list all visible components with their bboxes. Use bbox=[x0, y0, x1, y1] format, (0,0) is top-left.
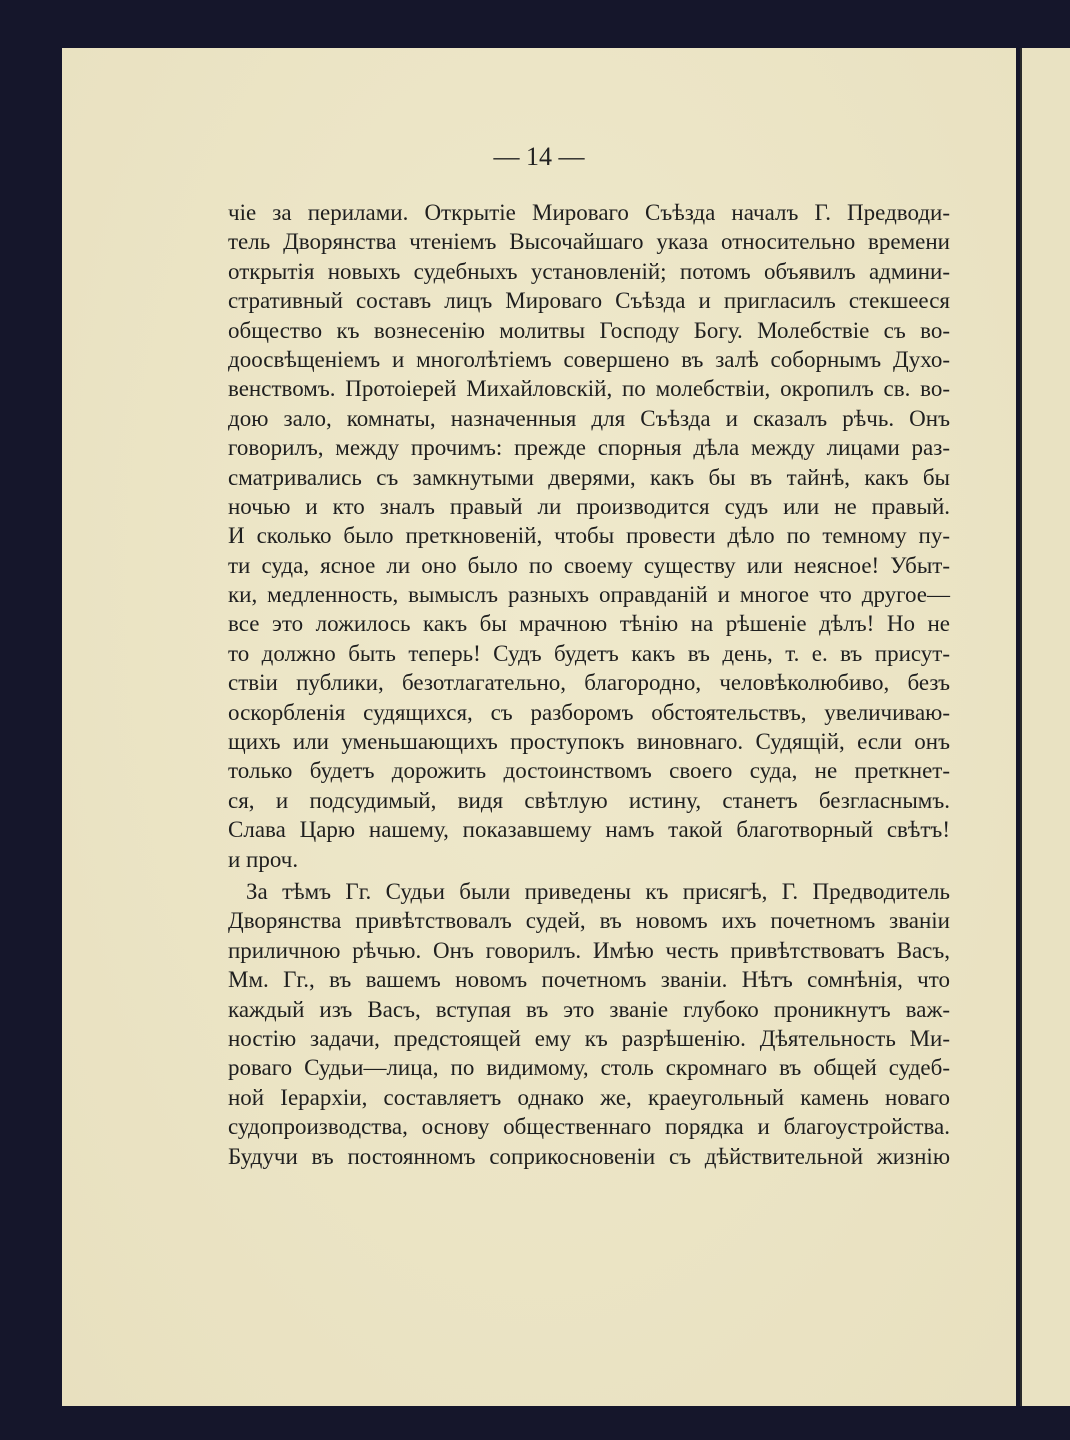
text-line: оскорбленія судящихся, съ разборомъ обстоятельствъ, увеличиваю- bbox=[228, 699, 950, 725]
text-line: ной Іерархіи, составляетъ однако же, краеугольный камень новаго bbox=[228, 1084, 950, 1110]
text-line: открытія новыхъ судебныхъ установленій; потомъ объявилъ админи- bbox=[228, 258, 950, 284]
text-line: За тѣмъ Гг. Судьи были приведены къ присягѣ, Г. Предводитель bbox=[246, 878, 950, 904]
text-line: каждый изъ Васъ, вступая въ это званіе глубоко проникнутъ важ- bbox=[228, 996, 950, 1022]
text-line: И сколько было преткновеній, чтобы провести дѣло по темному пу- bbox=[228, 523, 950, 549]
text-line: сматривались съ замкнутыми дверями, какъ бы въ тайнѣ, какъ бы bbox=[228, 464, 950, 490]
text-line: ки, медленность, вымыслъ разныхъ оправданій и многое что другое— bbox=[228, 582, 950, 608]
page-number: — 14 — bbox=[493, 142, 585, 171]
text-line: стративный составъ лицъ Мироваго Съѣзда и пригласилъ стекшееся bbox=[228, 288, 950, 314]
text-line: Слава Царю нашему, показавшему намъ такой благотворный свѣтъ! bbox=[228, 817, 950, 843]
text-line: и проч. bbox=[228, 846, 299, 872]
text-line: ся, и подсудимый, видя свѣтлую истину, станетъ безгласнымъ. bbox=[228, 787, 950, 813]
text-line: говорилъ, между прочимъ: прежде спорныя дѣла между лицами раз- bbox=[228, 435, 950, 461]
text-line: ночью и кто зналъ правый ли производится судъ или не правый. bbox=[228, 493, 950, 519]
text-line: только будетъ дорожить достоинствомъ своего суда, не преткнет- bbox=[228, 758, 950, 784]
body-text bbox=[228, 198, 950, 1171]
text-line: приличною рѣчью. Онъ говорилъ. Имѣю честь привѣтствоватъ Васъ, bbox=[228, 937, 950, 963]
text-line: общество къ вознесенію молитвы Господу Богу. Молебствіе съ во- bbox=[228, 317, 950, 343]
book-page bbox=[62, 48, 1016, 1406]
text-line: все это ложилось какъ бы мрачною тѣнію на рѣшеніе дѣлъ! Но не bbox=[228, 611, 950, 637]
text-line: ностію задачи, предстоящей ему къ разрѣшенію. Дѣятельность Ми- bbox=[228, 1025, 950, 1051]
text-line: венствомъ. Протоіерей Михайловскій, по молебствіи, окропилъ св. во- bbox=[228, 376, 950, 402]
text-line: Дворянства привѣтствовалъ судей, въ новомъ ихъ почетномъ званіи bbox=[228, 908, 950, 934]
adjacent-page-edge bbox=[1020, 48, 1070, 1406]
text-line: щихъ или уменьшающихъ проступокъ виновнаго. Судящій, если онъ bbox=[228, 729, 950, 755]
text-line: Мм. Гг., въ вашемъ новомъ почетномъ званіи. Нѣтъ сомнѣнія, что bbox=[228, 967, 950, 993]
text-line: то должно быть теперь! Судъ будетъ какъ въ день, т. е. въ присут- bbox=[228, 640, 950, 666]
text-line: чіе за перилами. Открытіе Мироваго Съѣзда началъ Г. Предводи- bbox=[228, 200, 950, 225]
text-line: ти суда, ясное ли оно было по своему существу или неясное! Убыт- bbox=[228, 552, 950, 578]
text-line: ствіи публики, безотлагательно, благородно, человѣколюбиво, безъ bbox=[228, 670, 950, 696]
text-line: тель Дворянства чтеніемъ Высочайшаго указа относительно времени bbox=[228, 229, 950, 255]
text-line: Будучи въ постоянномъ соприкосновеніи съ дѣйствительной жизнію bbox=[228, 1143, 950, 1169]
text-line: доосвѣщеніемъ и многолѣтіемъ совершено въ залѣ соборнымъ Духо- bbox=[228, 346, 950, 372]
text-line: судопроизводства, основу общественнаго порядка и благоустройства. bbox=[228, 1114, 950, 1140]
text-line: дою зало, комнаты, назначенныя для Съѣзда и сказалъ рѣчь. Онъ bbox=[228, 405, 950, 431]
text-line: роваго Судьи—лица, по видимому, столь скромнаго въ общей судеб- bbox=[228, 1055, 950, 1081]
